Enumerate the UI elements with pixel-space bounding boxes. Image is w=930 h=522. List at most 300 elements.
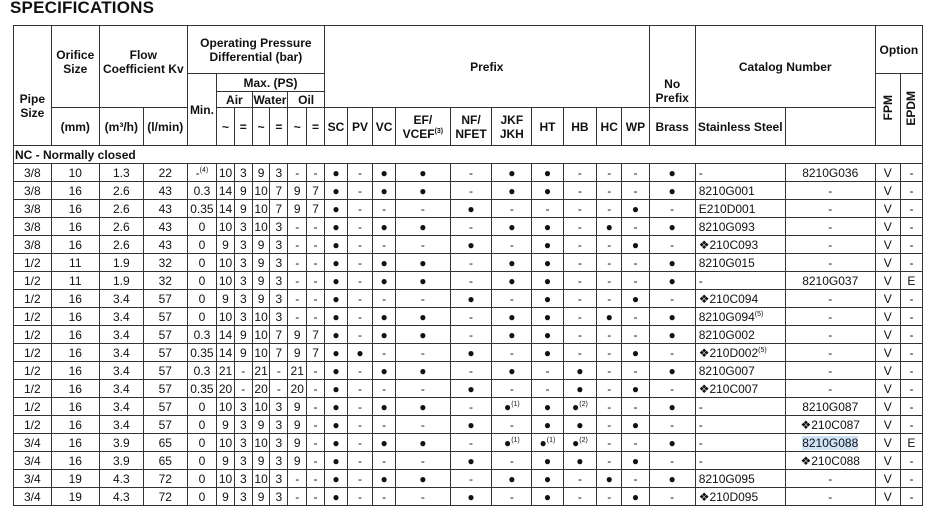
table-cell: 9: [288, 200, 307, 218]
table-cell: -: [347, 398, 372, 416]
table-row: [14, 470, 923, 488]
table-cell: 11: [51, 254, 99, 272]
table-cell: 3.4: [99, 398, 143, 416]
table-cell: ●: [324, 416, 347, 434]
table-cell: ●: [373, 272, 396, 290]
table-cell: -: [900, 290, 922, 308]
table-cell: 9: [288, 452, 307, 470]
table-cell: 16: [51, 182, 99, 200]
table-cell: ●: [563, 452, 597, 470]
table-cell: 19: [51, 470, 99, 488]
table-cell: -: [532, 200, 563, 218]
table-cell: ●: [597, 308, 622, 326]
table-cell: 21: [217, 362, 235, 380]
table-cell: 9: [252, 416, 270, 434]
table-cell: -: [288, 470, 307, 488]
table-cell: 0: [187, 398, 216, 416]
table-cell: -: [597, 416, 622, 434]
table-cell: -: [450, 326, 492, 344]
table-cell: V: [875, 272, 900, 290]
table-cell: V: [875, 218, 900, 236]
table-cell: V: [875, 290, 900, 308]
table-cell[interactable]: -: [785, 182, 875, 200]
table-cell: 7: [307, 344, 325, 362]
table-cell: ●: [450, 344, 492, 362]
table-cell: ●: [396, 470, 450, 488]
table-cell: 0: [187, 470, 216, 488]
table-cell: -: [563, 308, 597, 326]
table-cell: -: [563, 200, 597, 218]
header-catalog-number: Catalog Number: [695, 26, 875, 108]
table-cell: -: [347, 200, 372, 218]
table-cell: 10: [217, 308, 235, 326]
table-cell: -: [597, 182, 622, 200]
table-cell: 3: [234, 398, 252, 416]
table-cell: 1/2: [14, 416, 52, 434]
table-cell: ●: [532, 182, 563, 200]
table-cell: -: [597, 488, 622, 506]
table-row: [14, 344, 923, 362]
table-cell: 7: [270, 326, 288, 344]
table-cell[interactable]: ❖210C087: [785, 416, 875, 434]
table-cell: 16: [51, 326, 99, 344]
table-cell: -: [288, 290, 307, 308]
table-cell: -: [234, 362, 252, 380]
table-cell: 7: [270, 344, 288, 362]
table-cell: 32: [143, 254, 187, 272]
table-cell: -: [234, 380, 252, 398]
table-cell: -: [396, 416, 450, 434]
table-cell: -: [597, 434, 622, 452]
table-cell: ●: [324, 470, 347, 488]
table-cell[interactable]: 8210G037: [785, 272, 875, 290]
table-cell[interactable]: -: [695, 452, 785, 470]
table-cell: -: [649, 236, 695, 254]
table-cell: 14: [217, 182, 235, 200]
header-prefix-vc: VC: [373, 108, 396, 146]
table-cell: 3.9: [99, 434, 143, 452]
table-cell: -: [622, 254, 649, 272]
table-cell: 3: [270, 434, 288, 452]
table-cell[interactable]: 8210G007: [695, 362, 785, 380]
table-cell[interactable]: -: [785, 362, 875, 380]
table-cell: -: [307, 434, 325, 452]
table-cell[interactable]: -: [785, 326, 875, 344]
table-cell[interactable]: -: [785, 236, 875, 254]
table-cell: -: [597, 290, 622, 308]
header-air: Air: [217, 92, 253, 108]
table-cell: 57: [143, 344, 187, 362]
table-cell: -: [597, 236, 622, 254]
table-cell: 22: [143, 164, 187, 182]
table-cell: 16: [51, 380, 99, 398]
table-cell: 9: [252, 254, 270, 272]
table-cell: 10: [217, 470, 235, 488]
table-cell: V: [875, 344, 900, 362]
table-cell: ●: [622, 290, 649, 308]
header-water-ac: ~: [252, 108, 270, 146]
table-cell: 10: [51, 164, 99, 182]
table-cell: -: [307, 362, 325, 380]
table-cell[interactable]: -: [785, 344, 875, 362]
table-cell: ●$^{(2)}$: [563, 434, 597, 452]
table-cell: 10: [252, 470, 270, 488]
table-cell: ●: [492, 254, 532, 272]
table-cell: 3.4: [99, 344, 143, 362]
table-cell: -: [649, 344, 695, 362]
table-cell: -: [622, 218, 649, 236]
table-cell: 0: [187, 218, 216, 236]
table-cell[interactable]: -: [785, 380, 875, 398]
table-cell: -: [450, 182, 492, 200]
table-cell: -: [307, 254, 325, 272]
table-cell: 0: [187, 434, 216, 452]
table-cell: 10: [217, 434, 235, 452]
table-cell: -: [900, 326, 922, 344]
table-cell: -: [597, 452, 622, 470]
table-cell: 21: [288, 362, 307, 380]
table-cell: 9: [217, 452, 235, 470]
table-cell[interactable]: -: [785, 488, 875, 506]
table-cell: 3: [270, 470, 288, 488]
header-prefix-pv: PV: [347, 108, 372, 146]
table-row: [14, 272, 923, 290]
table-cell: ●: [396, 182, 450, 200]
table-cell: 10: [217, 254, 235, 272]
table-cell: V: [875, 200, 900, 218]
table-cell: ●: [649, 218, 695, 236]
table-cell: E: [900, 272, 922, 290]
table-cell: V: [875, 398, 900, 416]
table-cell: -: [900, 200, 922, 218]
table-cell: 3.4: [99, 380, 143, 398]
header-water: Water: [253, 92, 287, 107]
table-cell: ●: [396, 164, 450, 182]
table-cell: -: [347, 416, 372, 434]
table-cell: ●: [324, 344, 347, 362]
table-cell: ●: [396, 308, 450, 326]
table-cell: ●: [373, 182, 396, 200]
table-cell: 4.3: [99, 470, 143, 488]
table-cell: 9: [217, 236, 235, 254]
table-cell: ●: [324, 488, 347, 506]
table-cell: -: [900, 164, 922, 182]
table-cell: 1/2: [14, 272, 52, 290]
table-cell: -: [347, 434, 372, 452]
header-orifice-size: Orifice Size: [51, 26, 99, 108]
table-cell: 3: [270, 290, 288, 308]
table-cell: -: [307, 380, 325, 398]
table-cell[interactable]: -: [695, 164, 785, 182]
table-cell: -: [622, 398, 649, 416]
table-cell: ●: [597, 470, 622, 488]
table-cell: 0: [187, 254, 216, 272]
table-cell: V: [875, 380, 900, 398]
table-cell[interactable]: -: [785, 200, 875, 218]
table-cell[interactable]: -: [695, 398, 785, 416]
table-cell: ●$^{(1)}$: [492, 434, 532, 452]
table-cell: 10: [217, 164, 235, 182]
table-cell: -: [649, 290, 695, 308]
table-cell: -: [563, 488, 597, 506]
table-cell: -: [450, 398, 492, 416]
table-cell: ●: [373, 254, 396, 272]
table-cell: ●: [649, 362, 695, 380]
table-cell: -: [307, 416, 325, 434]
table-cell: -: [450, 434, 492, 452]
table-cell[interactable]: 8210G001: [695, 182, 785, 200]
table-cell: -: [900, 488, 922, 506]
table-row: [14, 308, 923, 326]
table-cell: -: [373, 452, 396, 470]
header-operating-pressure: Operating Pressure Differential (bar): [187, 26, 324, 74]
table-cell: V: [875, 326, 900, 344]
table-cell[interactable]: 8210G088: [785, 434, 875, 452]
table-cell: -: [347, 290, 372, 308]
table-cell: -: [270, 380, 288, 398]
table-cell: 10: [252, 218, 270, 236]
table-cell: -: [900, 470, 922, 488]
table-cell: 43: [143, 236, 187, 254]
table-cell: 3/8: [14, 200, 52, 218]
header-prefix-hc: HC: [597, 108, 622, 146]
table-cell: ●: [450, 488, 492, 506]
table-cell: -: [563, 254, 597, 272]
table-cell: 16: [51, 362, 99, 380]
table-cell: 3: [234, 308, 252, 326]
table-cell: 3: [270, 254, 288, 272]
table-cell: 10: [217, 398, 235, 416]
table-cell: ●: [324, 164, 347, 182]
table-row: [14, 488, 923, 506]
table-cell: 9: [252, 236, 270, 254]
header-prefix-nfnfet: NF/ NFET: [450, 108, 492, 146]
table-cell: 3: [234, 218, 252, 236]
table-row: [14, 182, 923, 200]
table-cell: ●: [532, 218, 563, 236]
table-cell: 1/2: [14, 362, 52, 380]
table-cell: ●: [373, 470, 396, 488]
table-cell: 16: [51, 344, 99, 362]
table-cell: 32: [143, 272, 187, 290]
table-cell[interactable]: -: [785, 308, 875, 326]
table-cell[interactable]: ❖210D002$^{(5)}$: [695, 344, 785, 362]
table-cell: -: [563, 344, 597, 362]
table-cell: ●: [396, 398, 450, 416]
table-cell: ●: [324, 290, 347, 308]
table-cell: 14: [217, 344, 235, 362]
table-cell: -: [288, 236, 307, 254]
table-cell: 10: [252, 344, 270, 362]
table-cell: 57: [143, 362, 187, 380]
table-cell[interactable]: 8210G002: [695, 326, 785, 344]
table-cell: ●: [532, 416, 563, 434]
table-cell: 1/2: [14, 308, 52, 326]
table-cell[interactable]: 8210G087: [785, 398, 875, 416]
table-cell: 19: [51, 488, 99, 506]
table-cell: ●: [324, 182, 347, 200]
table-cell: 3/8: [14, 218, 52, 236]
table-cell: 0: [187, 488, 216, 506]
table-cell: 9: [288, 416, 307, 434]
table-row: [14, 200, 923, 218]
table-cell[interactable]: ❖210C088: [785, 452, 875, 470]
table-cell[interactable]: -: [695, 272, 785, 290]
table-cell: -: [288, 254, 307, 272]
table-cell: 1/2: [14, 254, 52, 272]
table-cell: 3: [270, 452, 288, 470]
table-cell: -: [597, 272, 622, 290]
table-cell: 4.3: [99, 488, 143, 506]
header-air-ac: ~: [217, 108, 235, 146]
table-cell[interactable]: -: [785, 470, 875, 488]
table-cell: 9: [217, 416, 235, 434]
table-cell: -: [270, 362, 288, 380]
table-cell: -: [450, 218, 492, 236]
table-cell: -: [450, 164, 492, 182]
table-cell: 16: [51, 218, 99, 236]
table-cell: -: [622, 182, 649, 200]
table-cell: -: [492, 488, 532, 506]
table-cell: ●: [373, 218, 396, 236]
table-row: [14, 362, 923, 380]
table-cell: -: [307, 470, 325, 488]
table-cell: ●: [324, 254, 347, 272]
table-cell: -: [307, 218, 325, 236]
table-cell[interactable]: 8210G015: [695, 254, 785, 272]
table-cell: 1/2: [14, 398, 52, 416]
table-cell[interactable]: 8210G094$^{(5)}$: [695, 308, 785, 326]
specifications-table: [13, 25, 923, 506]
table-cell: ●: [396, 434, 450, 452]
header-brass: Brass: [649, 108, 695, 146]
table-cell: ●: [324, 218, 347, 236]
table-cell: 3/4: [14, 452, 52, 470]
table-cell: ●: [649, 272, 695, 290]
table-cell: -: [288, 488, 307, 506]
table-cell: ●: [563, 380, 597, 398]
table-cell[interactable]: E210D001: [695, 200, 785, 218]
table-cell[interactable]: ❖210C007: [695, 380, 785, 398]
table-cell: -: [649, 416, 695, 434]
table-cell: 0: [187, 416, 216, 434]
table-cell: 20: [217, 380, 235, 398]
table-cell: 57: [143, 290, 187, 308]
table-cell: -: [563, 326, 597, 344]
table-cell: -: [597, 344, 622, 362]
table-cell: 3/4: [14, 488, 52, 506]
table-cell: ●: [324, 452, 347, 470]
header-min: Min.: [187, 74, 216, 146]
table-cell: ●: [396, 362, 450, 380]
table-cell: ●: [492, 470, 532, 488]
table-cell: -: [347, 164, 372, 182]
table-cell[interactable]: 8210G095: [695, 470, 785, 488]
table-cell: -: [396, 200, 450, 218]
table-cell[interactable]: -: [695, 416, 785, 434]
table-cell: 3: [270, 218, 288, 236]
header-air-dc: =: [234, 108, 252, 146]
table-cell: V: [875, 182, 900, 200]
table-cell[interactable]: -: [785, 290, 875, 308]
table-cell[interactable]: -: [695, 434, 785, 452]
table-cell: 2.6: [99, 182, 143, 200]
table-cell[interactable]: -: [785, 218, 875, 236]
table-cell: -: [563, 470, 597, 488]
table-cell: 2.6: [99, 200, 143, 218]
table-cell: ●: [324, 434, 347, 452]
table-cell: 10: [252, 398, 270, 416]
table-cell: V: [875, 308, 900, 326]
table-cell: 65: [143, 452, 187, 470]
table-cell: 16: [51, 236, 99, 254]
table-cell: 9: [252, 290, 270, 308]
table-cell: -: [450, 362, 492, 380]
table-cell: -: [450, 254, 492, 272]
table-cell: -: [563, 290, 597, 308]
table-cell: 16: [51, 200, 99, 218]
table-cell: 7: [307, 200, 325, 218]
table-cell: -: [373, 416, 396, 434]
table-cell: -: [622, 434, 649, 452]
table-cell: 3: [234, 272, 252, 290]
table-cell: ●: [649, 182, 695, 200]
table-cell: -: [563, 272, 597, 290]
table-cell: 3: [234, 452, 252, 470]
table-cell: V: [875, 434, 900, 452]
table-cell: -: [307, 488, 325, 506]
table-cell[interactable]: ❖210C094: [695, 290, 785, 308]
table-cell: -: [900, 416, 922, 434]
table-cell: -: [622, 470, 649, 488]
table-cell[interactable]: ❖210C093: [695, 236, 785, 254]
table-cell: -: [373, 380, 396, 398]
table-cell: ●: [649, 398, 695, 416]
header-prefix-ht: HT: [532, 108, 563, 146]
table-cell[interactable]: 8210G093: [695, 218, 785, 236]
table-cell: 2.6: [99, 236, 143, 254]
table-cell: ●: [532, 470, 563, 488]
table-cell: -: [396, 290, 450, 308]
table-cell: 43: [143, 218, 187, 236]
table-cell: 10: [217, 218, 235, 236]
table-cell: ●: [373, 308, 396, 326]
table-cell: -: [307, 272, 325, 290]
table-cell: -: [396, 452, 450, 470]
header-no-prefix: No Prefix: [649, 26, 695, 108]
table-cell[interactable]: -: [785, 254, 875, 272]
table-cell: -: [347, 236, 372, 254]
table-cell: ●: [373, 398, 396, 416]
table-cell: ●: [492, 308, 532, 326]
table-cell: -: [563, 182, 597, 200]
table-cell[interactable]: 8210G036: [785, 164, 875, 182]
table-cell: 9: [234, 326, 252, 344]
table-cell: -: [900, 218, 922, 236]
table-cell: 72: [143, 470, 187, 488]
table-cell[interactable]: ❖210D095: [695, 488, 785, 506]
table-cell: -: [649, 380, 695, 398]
table-row: [14, 236, 923, 254]
table-cell: 3: [270, 398, 288, 416]
table-cell: 9: [288, 398, 307, 416]
table-cell: 7: [270, 200, 288, 218]
table-cell: ●: [450, 200, 492, 218]
table-cell: ●: [532, 164, 563, 182]
table-cell: 57: [143, 308, 187, 326]
table-cell: 20: [252, 380, 270, 398]
table-cell: -: [307, 398, 325, 416]
